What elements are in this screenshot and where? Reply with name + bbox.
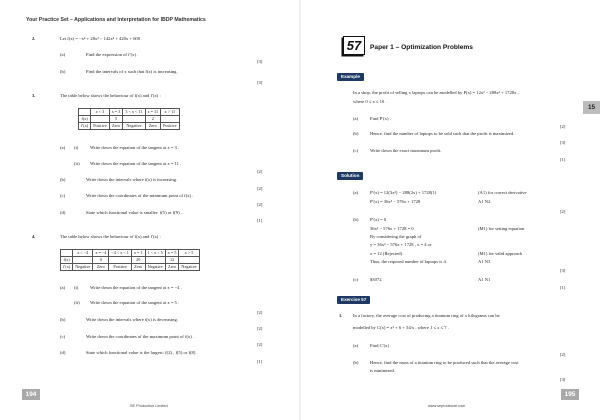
table-cell: x > 11 <box>161 109 180 116</box>
solution-b-line2-note: (M1) for setting equation <box>478 226 525 231</box>
solution-c-marks: [1] <box>560 285 566 290</box>
example-c-marks: [1] <box>560 157 566 162</box>
example-a-text: Find P′(x) . <box>370 116 391 121</box>
table-row <box>79 116 180 123</box>
solution-c-line1: $3072 <box>370 277 382 282</box>
solution-a-marks: [2] <box>560 209 566 214</box>
solution-a-line1-note: (A1) for correct derivative <box>478 190 527 195</box>
q4c-label: (c) <box>60 334 66 339</box>
example-label: Example <box>337 73 364 81</box>
table-cell: Zero <box>131 264 145 271</box>
q3a-label: (a) <box>60 145 66 150</box>
example-b-marks: [3] <box>560 140 566 145</box>
right-page-number: 195 <box>561 389 579 400</box>
left-running-header: Your Practice Set – Applications and Interpretation for IBDP Mathematics <box>26 17 206 23</box>
q4b-marks: [2] <box>257 326 263 331</box>
example-c-label: (c) <box>353 148 359 153</box>
exercise-a-marks: [2] <box>560 352 566 357</box>
q2-stem: Let f(x) = −x⁴ + 28x³ − 142x² + 420x + 600 . <box>60 36 143 41</box>
table-cell: Negative <box>179 264 199 271</box>
table-row <box>61 264 200 271</box>
table-cell: f′(x) <box>79 123 91 130</box>
q4a-i-text: Write down the equation of the tangent at x = −4 . <box>90 285 182 290</box>
table-cell: x = 5 <box>165 250 179 257</box>
left-page-number: 194 <box>22 389 40 400</box>
q4c-text: Write down the coordinates of the maximum point of f(x) . <box>86 334 195 339</box>
q2a-label: (a) <box>60 52 66 57</box>
chapter-side-tab: 15 <box>583 101 600 114</box>
solution-b-marks: [3] <box>560 268 566 273</box>
q2b-marks: [3] <box>257 80 263 85</box>
q3d-label: (d) <box>60 210 66 215</box>
table-cell: f′(x) <box>61 264 73 271</box>
solution-c-label: (c) <box>353 277 359 282</box>
table-cell <box>161 116 180 123</box>
exercise-a-label: (a) <box>353 343 359 348</box>
q3c-text: Write down the coordinates of the minimum point of f(x) . <box>86 193 194 198</box>
table-cell: 0 <box>93 257 109 264</box>
q3b-label: (b) <box>60 177 66 182</box>
table-cell: Positive <box>161 123 180 130</box>
q3a-marks: [2] <box>257 169 263 174</box>
q4a-ii-text: Write down the equation of the tangent at x = 5 . <box>90 300 180 305</box>
exercise-q1-number: 1. <box>339 313 343 318</box>
example-stem-line1: In a shop, the profit of selling x laptops can be modelled by P(x) = 12x³ − 288x² + 1728x , <box>353 90 519 95</box>
table-cell: x > 5 <box>179 250 199 257</box>
example-b-label: (b) <box>353 131 359 136</box>
q2a-text: Find the expression of f′(x) . <box>86 52 139 57</box>
table-cell <box>79 109 91 116</box>
q4c-marks: [2] <box>257 342 263 347</box>
solution-b-line2: 36x² − 576x + 1728 = 0 <box>370 226 414 231</box>
q3-stem: The table below shows the behaviour of f(x) and f′(x) : <box>60 93 161 98</box>
solution-b-line6-note: A1 N3 <box>478 259 491 264</box>
table-row <box>79 123 180 130</box>
solution-b-line5-note: (M1) for valid approach <box>478 251 523 256</box>
table-cell: 2 <box>145 116 161 123</box>
q2b-text: Find the intervals of x such that f(x) is increasing. <box>86 69 178 74</box>
q4a-i-label: (i) <box>74 285 79 290</box>
example-b-text: Hence, find the number of laptops to be sold such that the profit is maximized. <box>370 131 515 136</box>
chapter-number-box: 57 <box>343 36 365 55</box>
table-cell: x = 3 <box>109 109 123 116</box>
table-cell: 1 < x < 5 <box>145 250 165 257</box>
q3d-marks: [1] <box>257 218 263 223</box>
table-cell: Negative <box>73 264 93 271</box>
solution-b-line6: Thus, the required number of laptops is 4. <box>370 259 447 264</box>
q3-number: 3. <box>32 93 36 98</box>
table-cell <box>91 116 110 123</box>
q4d-label: (d) <box>60 350 66 355</box>
table-cell: x = −4 <box>93 250 109 257</box>
table-cell: x = 1 <box>131 250 145 257</box>
table-cell <box>61 250 73 257</box>
q3a-ii-text: Write down the equation of the tangent at x = 11 . <box>90 161 182 166</box>
example-c-text: Write down the exact maximum profit. <box>370 148 442 153</box>
chapter-title: Paper 1 – Optimization Problems <box>370 44 473 51</box>
example-stem-line2: where 0 ≤ x ≤ 10 . <box>353 99 387 104</box>
solution-c-line1-note: A1 N1 <box>478 277 491 282</box>
table-cell: Zero <box>93 264 109 271</box>
solution-b-line3: By considering the graph of <box>370 234 422 239</box>
table-cell: Negative <box>145 264 165 271</box>
q3-behaviour-table <box>78 108 180 130</box>
q4a-label: (a) <box>60 285 66 290</box>
q2a-marks: [3] <box>257 59 263 64</box>
solution-a-line1: P′(x) = 12(3x²) − 288(2x) + 1728(1) <box>370 190 437 195</box>
example-a-marks: [2] <box>560 124 566 129</box>
left-page <box>0 0 298 420</box>
table-cell <box>179 257 199 264</box>
exercise-b-text-line1: Hence, find the mass of a titanium ring to be produced such that the average cost <box>370 360 519 365</box>
q3a-ii-label: (ii) <box>74 161 80 166</box>
solution-b-label: (b) <box>353 217 359 222</box>
table-cell: 12 <box>165 257 179 264</box>
solution-a-line2-note: A1 N2 <box>478 199 491 204</box>
book-gutter <box>299 0 301 420</box>
table-row <box>61 250 200 257</box>
table-cell: Zero <box>109 123 123 130</box>
table-cell: x < −4 <box>73 250 93 257</box>
q3a-i-label: (i) <box>74 145 79 150</box>
q4-stem: The table below shows the behaviour of f(x) and f′(x) : <box>60 234 161 239</box>
q2b-label: (b) <box>60 69 66 74</box>
table-cell: −4 < x < 1 <box>109 250 132 257</box>
table-cell: x < 3 <box>91 109 110 116</box>
q3b-text: Write down the intervals where f(x) is increasing. <box>86 177 178 182</box>
q4a-ii-label: (ii) <box>74 300 80 305</box>
table-cell: f(x) <box>61 257 73 264</box>
q3c-label: (c) <box>60 193 66 198</box>
table-cell: Positive <box>91 123 110 130</box>
table-cell <box>109 257 132 264</box>
q4-number: 4. <box>32 234 36 239</box>
table-cell <box>145 257 165 264</box>
table-cell: 5 <box>109 116 123 123</box>
table-cell: 3 < x < 11 <box>123 109 145 116</box>
solution-a-label: (a) <box>353 190 359 195</box>
table-cell <box>123 116 145 123</box>
right-footer-website: www.seprodstore.com <box>428 404 466 408</box>
left-footer-publisher: SE Production Limited <box>130 404 168 408</box>
exercise-label: Exercise 57 <box>337 296 370 304</box>
table-cell: x = 11 <box>145 109 161 116</box>
q3b-marks: [2] <box>257 186 263 191</box>
table-cell: Zero <box>145 123 161 130</box>
q4b-text: Write down the intervals where f(x) is decreasing. <box>86 317 178 322</box>
table-row <box>61 257 200 264</box>
exercise-q1-stem-line1: In a factory, the average cost of producing a titanium ring of x kilograms can be <box>353 313 500 318</box>
q3c-marks: [2] <box>257 202 263 207</box>
solution-a-line2: P′(x) = 36x² − 576x + 1728 <box>370 199 421 204</box>
solution-b-line4: y = 36x² − 576x + 1728 , x = 4 or <box>370 242 432 247</box>
q3a-i-text: Write down the equation of the tangent at x = 3 . <box>90 145 180 150</box>
table-row <box>79 109 180 116</box>
exercise-b-label: (b) <box>353 360 359 365</box>
exercise-b-text-line2: is minimized. <box>370 368 396 373</box>
table-cell: Zero <box>165 264 179 271</box>
q4d-marks: [1] <box>257 359 263 364</box>
table-cell: Positive <box>109 264 132 271</box>
q3d-text: State which functional value is smaller: f(5) or f(9) . <box>86 210 182 215</box>
table-cell: f(x) <box>79 116 91 123</box>
q4a-marks: [2] <box>257 310 263 315</box>
example-a-label: (a) <box>353 116 359 121</box>
exercise-q1-stem-line2: modelled by C(x) = x² + 6 + 54/x , where 1 ≤ x ≤ 7 . <box>353 325 449 330</box>
q4-behaviour-table <box>60 249 200 271</box>
solution-b-line5: x = 12 (Rejected). <box>370 251 404 256</box>
q4b-label: (b) <box>60 317 66 322</box>
q4d-text: State which functional value is the largest: f(2) , f(5) or f(8) . <box>86 350 198 355</box>
table-cell: 20 <box>131 257 145 264</box>
solution-label: Solution <box>337 172 363 180</box>
exercise-b-marks: [3] <box>560 377 566 382</box>
q2-number: 2. <box>32 36 36 41</box>
table-cell <box>73 257 93 264</box>
table-cell: Negative <box>123 123 145 130</box>
solution-b-line1: P′(x) = 0 <box>370 217 387 222</box>
exercise-a-text: Find C′(x) . <box>370 343 392 348</box>
